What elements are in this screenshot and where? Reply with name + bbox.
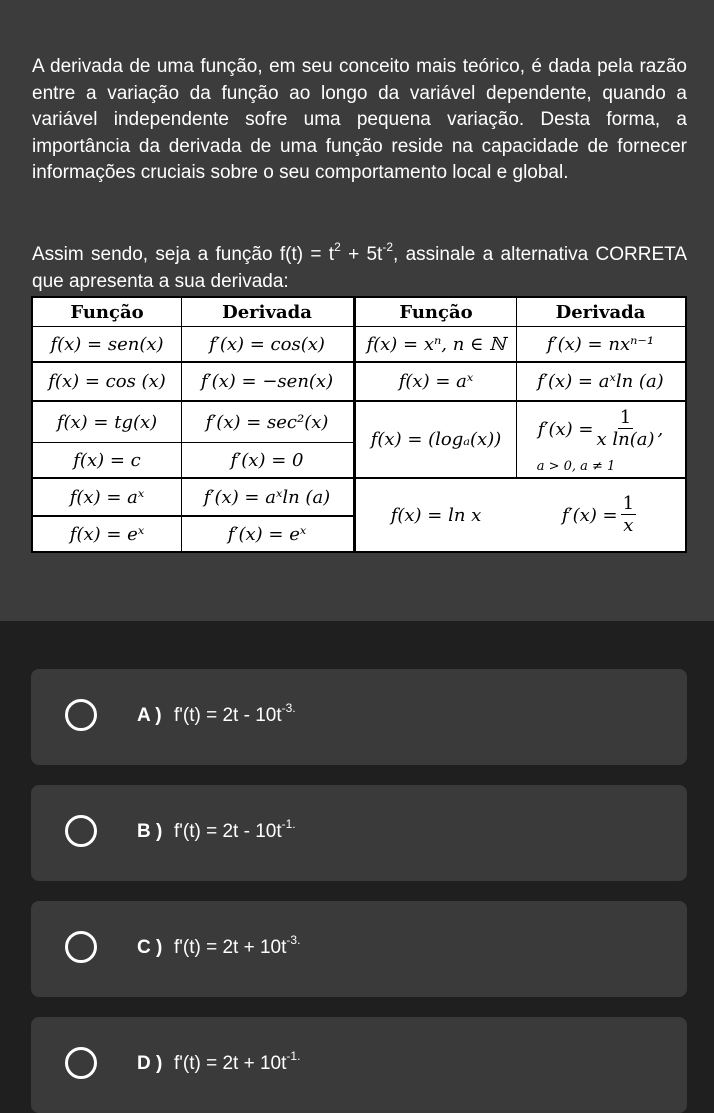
option-answer — [174, 933, 301, 959]
question-prompt — [32, 242, 687, 295]
right-deriv-2 — [516, 402, 685, 456]
option-c[interactable] — [31, 901, 687, 997]
option-answer — [174, 1049, 301, 1075]
left-deriv-5: f′(x) = eˣ — [227, 523, 307, 545]
right-func-3: f(x) = ln x — [390, 504, 482, 526]
table-grid-line — [33, 361, 685, 363]
option-d[interactable] — [31, 1017, 687, 1113]
prompt-exponent-2: -2 — [382, 240, 394, 254]
table-grid-line — [33, 515, 353, 517]
right-func-1: f(x) = aˣ — [398, 370, 474, 392]
right-deriv-2-denominator: x ln(a) — [596, 428, 655, 450]
right-deriv-2-suffix: , — [657, 418, 664, 440]
left-deriv-4: f′(x) = aˣln (a) — [203, 486, 331, 508]
radio-circle-icon[interactable] — [65, 1047, 97, 1079]
radio-circle-icon[interactable] — [65, 931, 97, 963]
left-deriv-1: f′(x) = −sen(x) — [200, 370, 334, 392]
right-deriv-3 — [516, 479, 685, 551]
left-func-0: f(x) = sen(x) — [50, 333, 164, 355]
table-grid-line — [353, 298, 356, 551]
option-a[interactable] — [31, 669, 687, 765]
derivative-table — [31, 296, 687, 553]
table-grid-line — [516, 298, 517, 477]
answer-exponent: -1. — [281, 817, 296, 831]
right-deriv-3-prefix: f′(x) = — [561, 504, 618, 526]
left-deriv-3: f′(x) = 0 — [230, 449, 304, 471]
table-grid-line — [33, 400, 685, 402]
right-deriv-2-numerator: 1 — [619, 406, 632, 428]
answer-base: f'(t) = 2t + 10t — [174, 1053, 287, 1074]
option-letter: B ) — [137, 821, 163, 842]
right-deriv-3-fraction — [621, 494, 636, 537]
right-deriv-2-fraction — [597, 408, 655, 451]
right-deriv-3-denominator: x — [623, 514, 634, 536]
left-deriv-0: f′(x) = cos(x) — [209, 333, 325, 355]
option-letter: A ) — [137, 705, 162, 726]
answer-base: f'(t) = 2t - 10t — [174, 705, 282, 726]
header-derivative-left: Derivada — [222, 301, 312, 323]
answer-base: f'(t) = 2t - 10t — [174, 821, 282, 842]
answer-base: f'(t) = 2t + 10t — [174, 937, 287, 958]
header-function-left: Função — [70, 301, 144, 323]
answer-exponent: -1. — [286, 1049, 301, 1063]
option-b[interactable] — [31, 785, 687, 881]
answer-exponent: -3. — [286, 933, 301, 947]
left-func-2: f(x) = tg(x) — [56, 411, 158, 433]
prompt-exponent-1: 2 — [334, 240, 341, 254]
right-deriv-3-numerator: 1 — [622, 492, 635, 514]
radio-circle-icon[interactable] — [65, 699, 97, 731]
answer-exponent: -3. — [281, 701, 296, 715]
prompt-end: , assinale a alternativa CORRETA que apresenta a sua derivada: — [32, 244, 687, 292]
prompt-mid: + 5t — [340, 244, 383, 265]
right-func-2: f(x) = (logₐ(x)) — [370, 429, 502, 450]
option-letter: D ) — [137, 1053, 163, 1074]
prompt-start: Assim sendo, seja a função f(t) = t — [32, 244, 335, 265]
right-deriv-2-prefix: f′(x) = — [537, 418, 594, 440]
table-grid-line — [33, 442, 353, 443]
left-func-3: f(x) = c — [73, 449, 141, 471]
question-paragraph: A derivada de uma função, em seu conceito mais teórico, é dada pela razão entre a variação da função ao longo da variável dependente, quando a variável independente sofre uma pequena variação. Desta forma, a importância da derivada de uma função reside na capacidade de fornecer informações cruciais sobre o seu comportamento local e global. — [32, 56, 687, 184]
right-deriv-1: f′(x) = aˣln (a) — [537, 370, 664, 392]
table-grid-line — [33, 326, 685, 327]
table-grid-line — [33, 477, 685, 479]
right-deriv-0: f′(x) = nxⁿ⁻¹ — [546, 333, 655, 355]
left-func-4: f(x) = aˣ — [69, 486, 145, 508]
left-deriv-2: f′(x) = sec²(x) — [205, 411, 329, 433]
option-answer — [174, 701, 296, 727]
option-answer — [174, 817, 296, 843]
right-func-0: f(x) = xⁿ, n ∈ ℕ — [366, 333, 506, 355]
right-deriv-2-condition: a > 0, a ≠ 1 — [536, 458, 616, 474]
left-func-1: f(x) = cos (x) — [48, 370, 166, 392]
table-grid-line — [181, 298, 182, 551]
header-derivative-right: Derivada — [555, 301, 646, 323]
option-letter: C ) — [137, 937, 163, 958]
radio-circle-icon[interactable] — [65, 815, 97, 847]
left-func-5: f(x) = eˣ — [69, 523, 145, 545]
header-function-right: Função — [399, 301, 473, 323]
